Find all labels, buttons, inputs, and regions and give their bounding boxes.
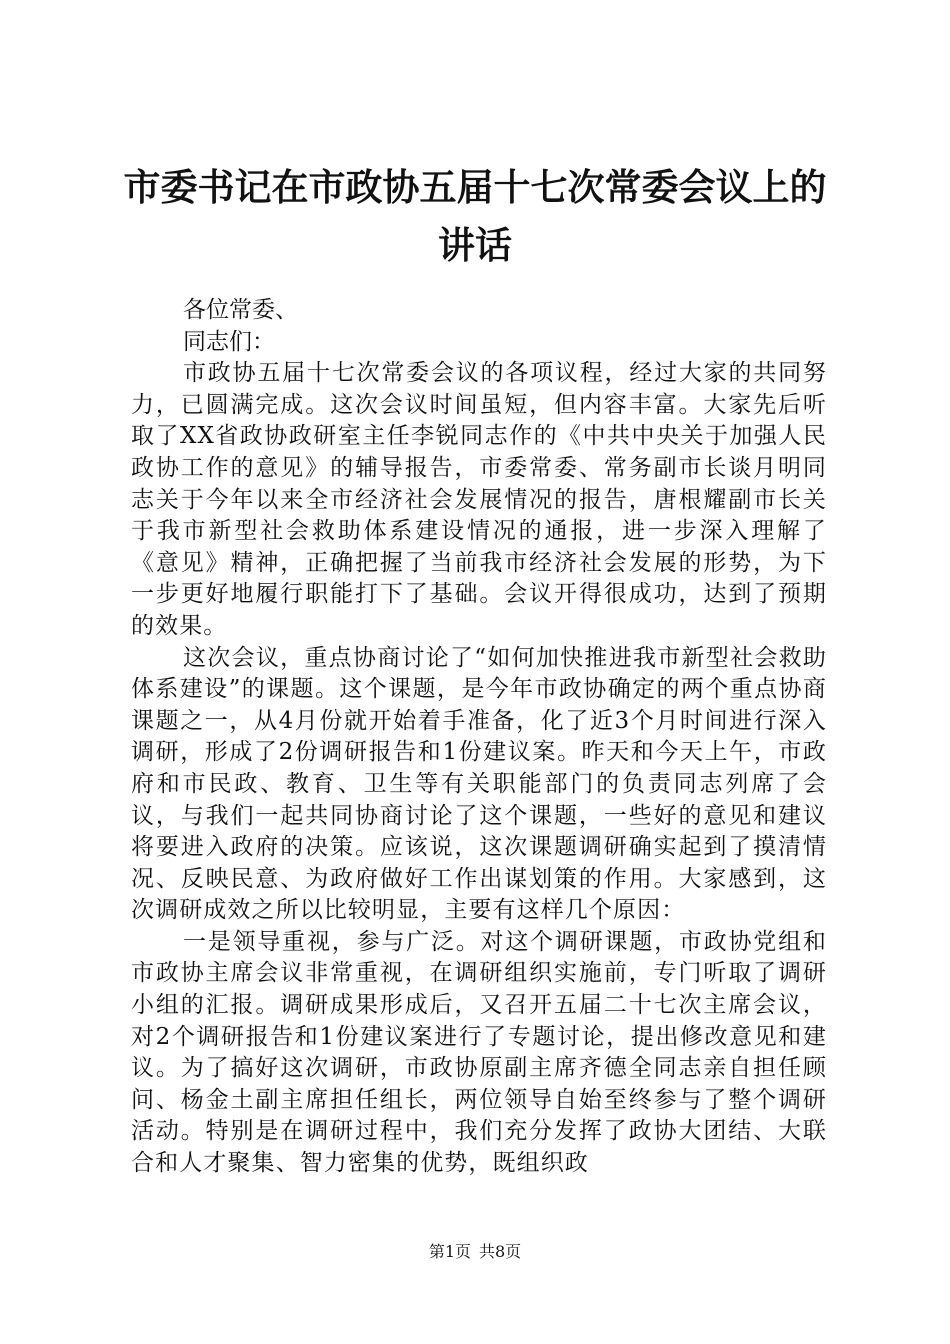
page-footer — [0, 1242, 950, 1262]
document-body — [131, 295, 827, 1180]
page-number: 第1页 — [428, 1242, 471, 1261]
document-title: 市委书记在市政协五届十七次常委会议上的讲话 — [123, 165, 827, 267]
body-paragraph: 这次会议，重点协商讨论了“如何加快推进我市新型社会救助体系建设”的课题。这个课题，是今年市政协确定的两个重点协商课题之一，从4月份就开始着手准备，化了近3个月时间进行深入调研，形成了2份调研报告和1份建议案。昨天和今天上午，市政府和市民政、教育、卫生等有关职能部门的负责同志列席了会议，与我们一起共同协商讨论了这个课题，一些好的意见和建议将要进入政府的决策。应该说，这次课题调研确实起到了摸清情况、反映民意、为政府做好工作出谋划策的作用。大家感到，这次调研成效之所以比较明显，主要有这样几个原因： — [131, 644, 827, 924]
body-paragraph: 市政协五届十七次常委会议的各项议程，经过大家的共同努力，已圆满完成。这次会议时间虽短，但内容丰富。大家先后听取了XX省政协政研室主任李锐同志作的《中共中央关于加强人民政协工作的意见》的辅导报告，市委常委、常务副市长谈月明同志关于今年以来全市经济社会发展情况的报告，唐根耀副市长关于我市新型社会救助体系建设情况的通报，进一步深入理解了《意见》精神，正确把握了当前我市经济社会发展的形势，为下一步更好地履行职能打下了基础。会议开得很成功，达到了预期的效果。 — [131, 360, 827, 639]
page-total: 共8页 — [479, 1242, 522, 1261]
body-paragraph: 一是领导重视，参与广泛。对这个调研课题，市政协党组和市政协主席会议非常重视，在调研组织实施前，专门听取了调研小组的汇报。调研成果形成后，又召开五届二十七次主席会议，对2个调研报告和1份建议案进行了专题讨论，提出修改意见和建议。为了搞好这次调研，市政协原副主席齐德全同志亲自担任顾问、杨金土副主席担任组长，两位领导自始至终参与了整个调研活动。特别是在调研过程中，我们充分发挥了政协大团结、大联合和人才聚集、智力密集的优势，既组织政 — [131, 928, 827, 1177]
salutation-line: 各位常委、 — [183, 297, 298, 323]
salutation-line: 同志们： — [183, 328, 275, 355]
